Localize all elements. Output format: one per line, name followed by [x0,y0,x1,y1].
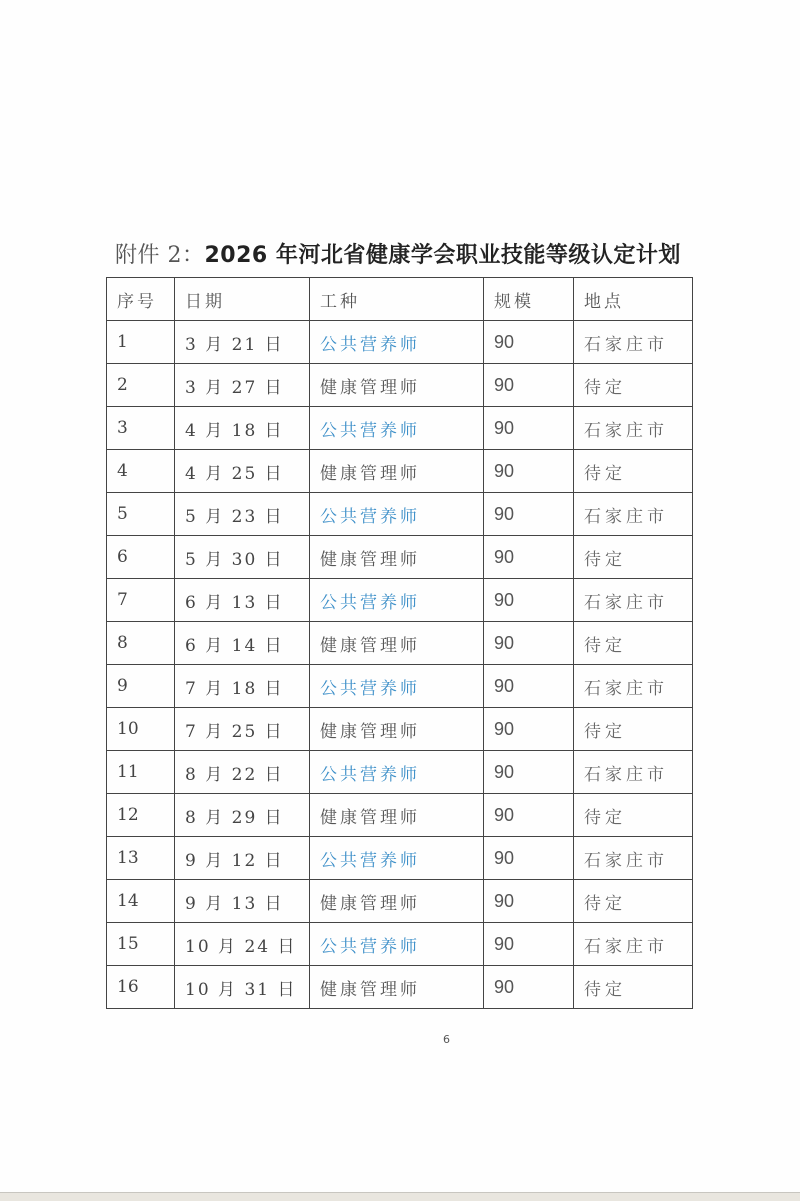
row-date: 6 月 14 日 [175,622,310,665]
row-job-link[interactable]: 公共营养师 [310,321,484,364]
row-job-link[interactable]: 公共营养师 [310,837,484,880]
row-date: 7 月 18 日 [175,665,310,708]
row-job: 健康管理师 [310,966,484,1009]
row-seq: 15 [107,923,175,966]
row-seq: 9 [107,665,175,708]
row-scale: 90 [484,364,574,407]
row-seq: 7 [107,579,175,622]
row-date: 8 月 22 日 [175,751,310,794]
row-scale: 90 [484,536,574,579]
row-location: 待定 [574,966,693,1009]
table-row [107,622,693,665]
row-location: 石家庄市 [574,837,693,880]
page-number: 6 [443,1033,450,1046]
row-scale: 90 [484,751,574,794]
table-row [107,536,693,579]
certification-plan-table [106,277,693,1009]
row-scale: 90 [484,407,574,450]
title-prefix: 附件 2： [115,243,205,268]
row-scale: 90 [484,923,574,966]
row-seq: 13 [107,837,175,880]
row-location: 待定 [574,708,693,751]
row-job: 健康管理师 [310,622,484,665]
table-row [107,450,693,493]
row-seq: 11 [107,751,175,794]
title-main: 2026 年河北省健康学会职业技能等级认定计划 [204,243,681,268]
row-location: 石家庄市 [574,407,693,450]
table-row [107,837,693,880]
header-scale: 规模 [484,278,574,321]
header-job: 工种 [310,278,484,321]
row-date: 7 月 25 日 [175,708,310,751]
header-seq: 序号 [107,278,175,321]
row-job: 健康管理师 [310,794,484,837]
row-job: 健康管理师 [310,880,484,923]
row-job-link[interactable]: 公共营养师 [310,665,484,708]
table-header-row [107,278,693,321]
row-scale: 90 [484,579,574,622]
row-date: 9 月 13 日 [175,880,310,923]
row-job-link[interactable]: 公共营养师 [310,751,484,794]
row-date: 4 月 18 日 [175,407,310,450]
row-date: 3 月 21 日 [175,321,310,364]
table-row [107,880,693,923]
row-job-link[interactable]: 公共营养师 [310,407,484,450]
row-date: 10 月 31 日 [175,966,310,1009]
row-scale: 90 [484,794,574,837]
row-location: 待定 [574,450,693,493]
table-row [107,923,693,966]
row-location: 待定 [574,794,693,837]
page-title [115,238,681,269]
row-job: 健康管理师 [310,536,484,579]
row-scale: 90 [484,321,574,364]
row-scale: 90 [484,622,574,665]
table-row [107,966,693,1009]
row-location: 石家庄市 [574,493,693,536]
row-location: 待定 [574,364,693,407]
row-job: 健康管理师 [310,450,484,493]
table-row [107,708,693,751]
table-row [107,321,693,364]
row-location: 石家庄市 [574,579,693,622]
row-scale: 90 [484,880,574,923]
row-scale: 90 [484,966,574,1009]
table-row [107,493,693,536]
row-date: 5 月 23 日 [175,493,310,536]
row-job: 健康管理师 [310,708,484,751]
row-seq: 8 [107,622,175,665]
row-location: 石家庄市 [574,751,693,794]
table-row [107,665,693,708]
row-scale: 90 [484,708,574,751]
row-job-link[interactable]: 公共营养师 [310,579,484,622]
row-date: 4 月 25 日 [175,450,310,493]
row-location: 石家庄市 [574,665,693,708]
row-seq: 12 [107,794,175,837]
table-row [107,364,693,407]
row-scale: 90 [484,665,574,708]
row-scale: 90 [484,493,574,536]
header-date: 日期 [175,278,310,321]
row-seq: 16 [107,966,175,1009]
row-scale: 90 [484,837,574,880]
row-location: 待定 [574,880,693,923]
row-job: 健康管理师 [310,364,484,407]
table-row [107,579,693,622]
row-date: 5 月 30 日 [175,536,310,579]
row-seq: 1 [107,321,175,364]
row-date: 10 月 24 日 [175,923,310,966]
row-seq: 5 [107,493,175,536]
table-row [107,794,693,837]
row-date: 3 月 27 日 [175,364,310,407]
row-date: 6 月 13 日 [175,579,310,622]
row-seq: 2 [107,364,175,407]
row-scale: 90 [484,450,574,493]
row-job-link[interactable]: 公共营养师 [310,493,484,536]
row-location: 石家庄市 [574,923,693,966]
table-body [107,321,693,1009]
row-location: 石家庄市 [574,321,693,364]
row-location: 待定 [574,536,693,579]
row-seq: 3 [107,407,175,450]
header-location: 地点 [574,278,693,321]
row-seq: 10 [107,708,175,751]
row-seq: 6 [107,536,175,579]
row-date: 9 月 12 日 [175,837,310,880]
table-row [107,751,693,794]
row-seq: 4 [107,450,175,493]
row-job-link[interactable]: 公共营养师 [310,923,484,966]
row-seq: 14 [107,880,175,923]
table-row [107,407,693,450]
row-date: 8 月 29 日 [175,794,310,837]
row-location: 待定 [574,622,693,665]
